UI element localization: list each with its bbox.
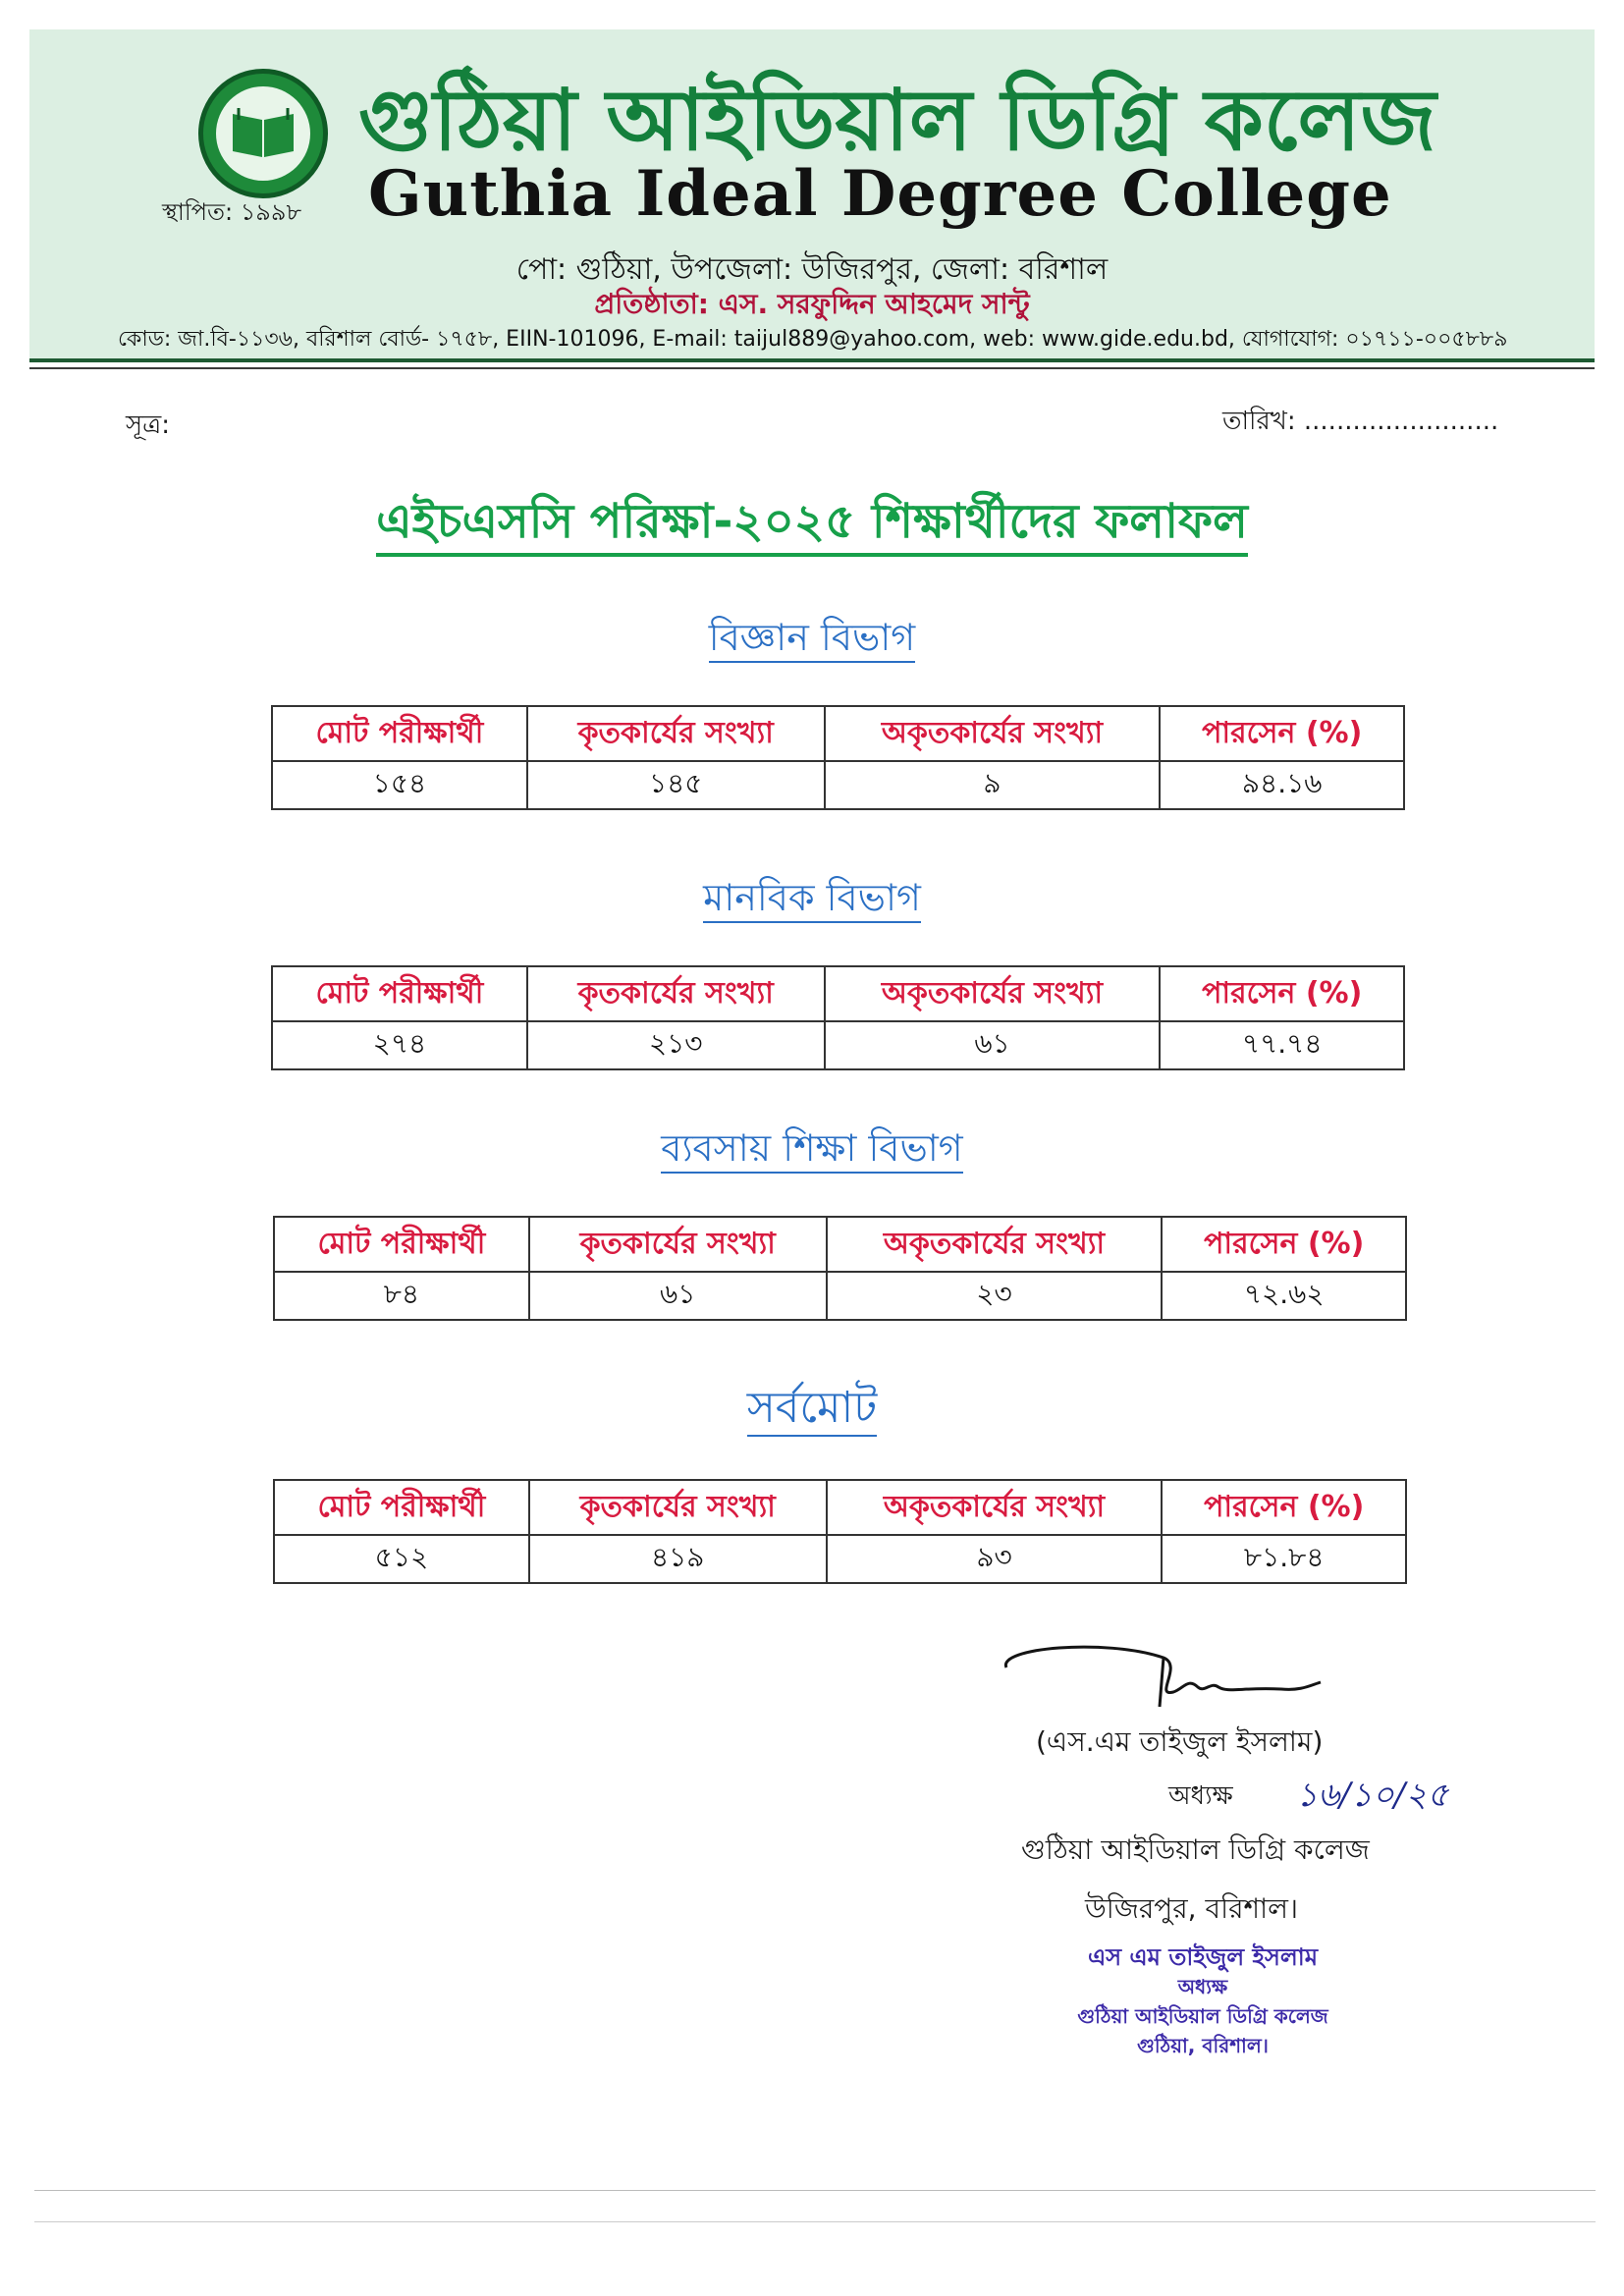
- result-table-business: [273, 1216, 1407, 1321]
- passed-count: ৬১: [529, 1272, 827, 1320]
- footer-divider: [34, 2221, 1596, 2222]
- official-seal: [1041, 1942, 1365, 2060]
- date-label: তারিখ: ........................: [1222, 407, 1499, 436]
- signature-place: উজিরপুর, বরিশাল।: [1085, 1892, 1299, 1925]
- seal-name: এস এম তাইজুল ইসলাম: [1087, 1943, 1319, 1971]
- result-table-science: [271, 705, 1405, 810]
- result-table-grand-total: [273, 1479, 1407, 1584]
- column-header: মোট পরীক্ষার্থী: [274, 1217, 529, 1272]
- passed-count: ২১৩: [527, 1021, 825, 1069]
- column-header: পারসেন (%): [1162, 1217, 1406, 1272]
- table-row: [272, 761, 1404, 809]
- column-header: অকৃতকার্যের সংখ্যা: [825, 706, 1161, 761]
- column-header: মোট পরীক্ষার্থী: [272, 966, 527, 1021]
- document-title-text: এইচএসসি পরিক্ষা-২০২৫ শিক্ষার্থীদের ফলাফল: [376, 494, 1248, 557]
- table-row: [274, 1272, 1406, 1320]
- total-examinees: ১৫৪: [272, 761, 527, 809]
- section-title-text: সর্বমোট: [747, 1383, 877, 1437]
- section-title-business: [0, 1120, 1624, 1182]
- letterhead: [29, 29, 1595, 362]
- column-header: কৃতকার্যের সংখ্যা: [527, 706, 825, 761]
- column-header: অকৃতকার্যের সংখ্যা: [827, 1217, 1163, 1272]
- column-header: মোট পরীক্ষার্থী: [274, 1480, 529, 1535]
- college-name-english: Guthia Ideal Degree College: [368, 157, 1392, 231]
- total-examinees: ২৭৪: [272, 1021, 527, 1069]
- reference-label: সূত্র:: [126, 410, 171, 440]
- total-examinees: ৮৪: [274, 1272, 529, 1320]
- table-header-row: [274, 1480, 1406, 1535]
- contact-line: কোড: জা.বি-১১৩৬, বরিশাল বোর্ড- ১৭৫৮, EIIN-101096, E-mail: taijul889@yahoo.com, web: www.gide.edu.bd, যোগাযোগ: ০১৭১১-০০৫৮৮৯: [118, 327, 1508, 352]
- section-title-text: বিজ্ঞান বিভাগ: [709, 616, 915, 663]
- column-header: পারসেন (%): [1162, 1480, 1406, 1535]
- principal-name: (এস.এম তাইজুল ইসলাম): [1036, 1725, 1324, 1758]
- column-header: অকৃতকার্যের সংখ্যা: [825, 966, 1161, 1021]
- column-header: পারসেন (%): [1160, 966, 1404, 1021]
- section-title-text: ব্যবসায় শিক্ষা বিভাগ: [661, 1126, 962, 1174]
- passed-count: ৪১৯: [529, 1535, 827, 1583]
- signature-college: গুঠিয়া আইডিয়াল ডিগ্রি কলেজ: [1021, 1833, 1370, 1866]
- failed-count: ৯: [825, 761, 1161, 809]
- table-row: [272, 1021, 1404, 1069]
- document-title: [0, 486, 1624, 564]
- column-header: অকৃতকার্যের সংখ্যা: [827, 1480, 1163, 1535]
- section-title-grand-total: [0, 1375, 1624, 1447]
- header-divider: [29, 367, 1595, 369]
- table-row: [274, 1535, 1406, 1583]
- section-title-science: [0, 609, 1624, 672]
- book-icon: [216, 86, 310, 181]
- total-examinees: ৫১২: [274, 1535, 529, 1583]
- column-header: পারসেন (%): [1160, 706, 1404, 761]
- college-address: পো: গুঠিয়া, উপজেলা: উজিরপুর, জেলা: বরিশাল: [515, 252, 1109, 287]
- pass-percent: ৮১.৮৪: [1162, 1535, 1406, 1583]
- section-title-text: মানবিক বিভাগ: [703, 876, 921, 923]
- college-logo: [198, 69, 328, 198]
- failed-count: ২৩: [827, 1272, 1163, 1320]
- pass-percent: ৭২.৬২: [1162, 1272, 1406, 1320]
- column-header: কৃতকার্যের সংখ্যা: [529, 1217, 827, 1272]
- established-year: স্থাপিত: ১৯৯৮: [162, 198, 302, 226]
- pass-percent: ৭৭.৭৪: [1160, 1021, 1404, 1069]
- column-header: কৃতকার্যের সংখ্যা: [529, 1480, 827, 1535]
- failed-count: ৯৩: [827, 1535, 1163, 1583]
- result-table-humanities: [271, 965, 1405, 1070]
- seal-place: গুঠিয়া, বরিশাল।: [1137, 2034, 1269, 2057]
- signature-date: ১৬/১০/২৫: [1296, 1776, 1449, 1815]
- table-header-row: [272, 706, 1404, 761]
- column-header: মোট পরীক্ষার্থী: [272, 706, 527, 761]
- handwritten-signature: [987, 1638, 1340, 1717]
- founder-line: প্রতিষ্ঠাতা: এস. সরফুদ্দিন আহমেদ সান্টু: [594, 288, 1030, 320]
- pass-percent: ৯৪.১৬: [1160, 761, 1404, 809]
- section-title-humanities: [0, 869, 1624, 932]
- principal-role: অধ্যক্ষ: [1168, 1781, 1233, 1811]
- passed-count: ১৪৫: [527, 761, 825, 809]
- table-header-row: [272, 966, 1404, 1021]
- seal-college: গুঠিয়া আইডিয়াল ডিগ্রি কলেজ: [1077, 2004, 1328, 2028]
- column-header: কৃতকার্যের সংখ্যা: [527, 966, 825, 1021]
- college-name-bangla: গুঠিয়া আইডিয়াল ডিগ্রি কলেজ: [358, 72, 1436, 170]
- failed-count: ৬১: [825, 1021, 1161, 1069]
- footer-divider: [34, 2190, 1596, 2191]
- seal-role: অধ্যক্ষ: [1177, 1975, 1228, 1998]
- table-header-row: [274, 1217, 1406, 1272]
